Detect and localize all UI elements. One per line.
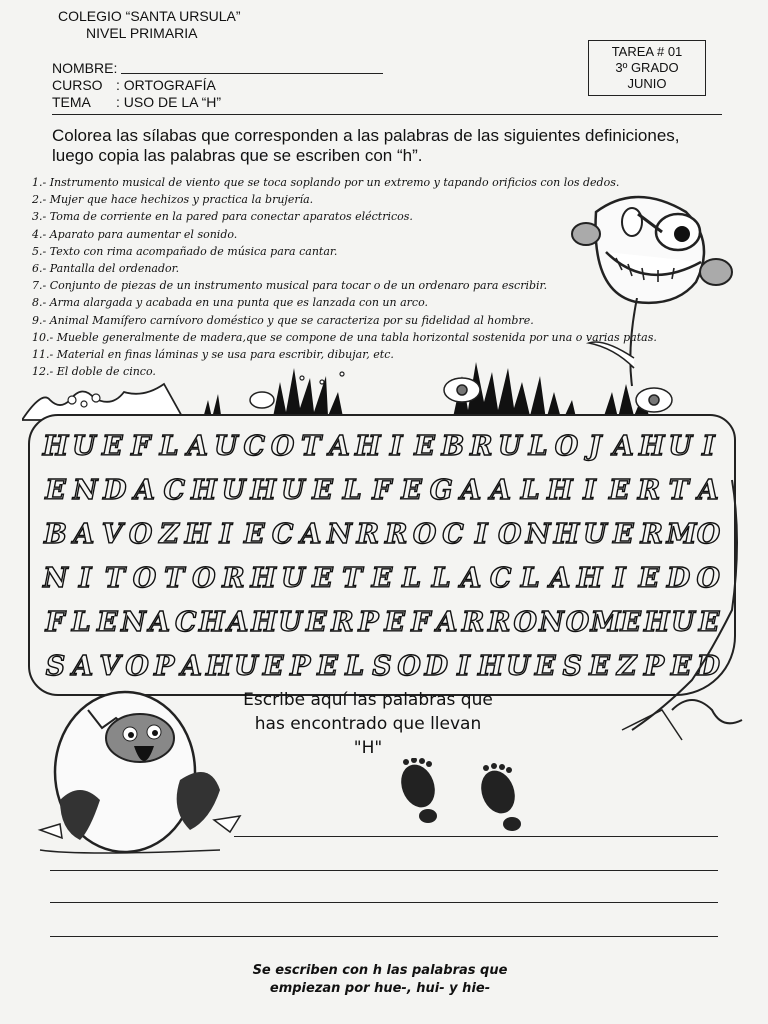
grid-letter[interactable]: E <box>608 474 630 506</box>
grid-letter[interactable]: L <box>345 650 365 682</box>
grid-letter[interactable]: D <box>696 650 721 682</box>
grid-letter[interactable]: R <box>470 430 493 462</box>
grid-letter[interactable]: O <box>128 518 153 550</box>
grid-letter[interactable]: S <box>372 650 392 682</box>
name-blank-line[interactable] <box>121 60 383 74</box>
grid-letter[interactable]: B <box>441 430 465 462</box>
grid-letter[interactable]: H <box>250 474 276 506</box>
grid-letter[interactable]: F <box>411 606 431 638</box>
grid-letter[interactable]: O <box>397 650 421 682</box>
grid-letter[interactable]: A <box>227 606 249 638</box>
grid-letter[interactable]: H <box>199 606 225 638</box>
definition-item: 1.- Instrumento musical de viento que se toca soplando por un extremo y tapando orificios con los dedos. <box>32 176 620 189</box>
grid-letter[interactable]: D <box>424 650 449 682</box>
grid-letter[interactable]: U <box>278 606 302 638</box>
grid-row <box>42 424 722 468</box>
grid-letter[interactable]: L <box>159 430 179 462</box>
grid-letter[interactable]: Z <box>616 650 637 682</box>
topic-value: : USO DE LA “H” <box>116 94 222 110</box>
grid-letter[interactable]: H <box>355 430 381 462</box>
definition-item: 6.- Pantalla del ordenador. <box>32 262 180 276</box>
grid-letter[interactable]: A <box>72 650 94 682</box>
grid-letter[interactable]: E <box>371 562 393 594</box>
definition-item: 11.- Material en finas láminas y se usa para escribir, dibujar, etc. <box>32 348 394 362</box>
grid-letter[interactable]: P <box>290 650 311 682</box>
grid-letter[interactable]: P <box>643 650 665 682</box>
student-fields <box>52 60 383 111</box>
grid-letter[interactable]: T <box>668 474 689 506</box>
grid-letter[interactable]: N <box>121 606 146 638</box>
footprints-icon <box>388 758 558 832</box>
grid-letter[interactable]: H <box>477 650 504 682</box>
grid-letter[interactable]: P <box>358 606 379 638</box>
grid-letter[interactable]: H <box>547 474 573 506</box>
grid-letter[interactable]: C <box>271 518 294 550</box>
grid-letter[interactable]: L <box>528 430 548 462</box>
grid-letter[interactable]: D <box>103 474 127 506</box>
grid-letter[interactable]: O <box>554 430 579 462</box>
grid-letter[interactable]: R <box>461 606 485 638</box>
grid-letter[interactable]: F <box>372 474 392 506</box>
write-prompt-line2: has encontrado que llevan <box>254 714 482 734</box>
decorative-scribble-icon <box>612 470 752 770</box>
grid-letter[interactable]: I <box>702 430 715 462</box>
grid-letter[interactable]: U <box>281 562 305 594</box>
definition-item: 9.- Animal Mamífero carnívoro doméstico y que se caracteriza por su fidelidad al hombre. <box>32 313 534 327</box>
grid-letter[interactable]: A <box>328 430 350 462</box>
grid-letter[interactable]: L <box>520 474 540 506</box>
grid-letter[interactable]: E <box>534 650 556 682</box>
grid-letter[interactable]: D <box>666 562 691 594</box>
grid-letter[interactable]: I <box>78 562 92 594</box>
grid-letter[interactable]: F <box>45 606 65 638</box>
grid-letter[interactable]: M <box>590 606 621 638</box>
grid-letter[interactable]: E <box>589 650 610 682</box>
grid-letter[interactable]: I <box>457 650 470 682</box>
grid-letter[interactable]: H <box>638 430 665 462</box>
grid-letter[interactable]: T <box>342 562 363 594</box>
grid-letter[interactable]: U <box>506 650 530 682</box>
grid-letter[interactable]: H <box>251 606 277 638</box>
spelling-rule-line2: empiezan por hue-, hui- y hie- <box>269 981 491 996</box>
definition-item: 10.- Mueble generalmente de madera,que se compone de una tabla horizontal sostenida por una o varias patas. <box>32 330 657 344</box>
grid-letter[interactable]: E <box>401 474 422 506</box>
grid-letter[interactable]: H <box>205 650 232 682</box>
grid-letter[interactable]: A <box>549 562 571 594</box>
grid-letter[interactable]: R <box>487 606 511 638</box>
grid-letter[interactable]: Z <box>159 518 179 550</box>
grid-letter[interactable]: N <box>43 562 68 594</box>
grid-letter[interactable]: H <box>553 518 580 550</box>
grid-letter[interactable]: H <box>184 518 211 550</box>
grid-letter[interactable]: L <box>342 474 362 506</box>
grid-letter[interactable]: U <box>72 430 96 462</box>
task-box <box>588 40 706 96</box>
grid-letter[interactable]: I <box>475 518 488 550</box>
grid-letter[interactable]: U <box>583 518 607 550</box>
grid-letter[interactable]: A <box>186 430 208 462</box>
grid-letter[interactable]: H <box>644 606 670 638</box>
grid-letter[interactable]: R <box>222 562 245 594</box>
grid-letter[interactable]: A <box>460 562 482 594</box>
grid-letter[interactable]: A <box>134 474 155 506</box>
grid-letter[interactable]: V <box>99 650 121 682</box>
grid-letter[interactable]: A <box>460 474 482 506</box>
grid-letter[interactable]: F <box>131 430 151 462</box>
grid-letter[interactable]: E <box>620 606 641 638</box>
write-prompt-bubble <box>188 688 548 760</box>
grid-letter[interactable]: T <box>300 430 322 462</box>
grid-letter[interactable]: E <box>638 562 660 594</box>
grid-letter[interactable]: R <box>640 518 663 550</box>
grid-letter[interactable]: O <box>192 562 216 594</box>
grid-letter[interactable]: E <box>97 606 118 638</box>
school-level: NIVEL PRIMARIA <box>86 25 198 41</box>
answer-line-1[interactable] <box>234 836 718 837</box>
grid-letter[interactable]: O <box>270 430 295 462</box>
grid-letter[interactable]: E <box>101 430 123 462</box>
grid-letter[interactable]: I <box>219 518 233 550</box>
grid-letter[interactable]: E <box>45 474 66 506</box>
school-header <box>58 8 241 42</box>
grid-letter[interactable]: I <box>583 474 596 506</box>
school-name: COLEGIO “SANTA URSULA” <box>58 8 241 24</box>
grid-letter[interactable]: A <box>612 430 634 462</box>
grid-letter[interactable]: E <box>698 606 720 638</box>
grid-letter[interactable]: T <box>164 562 185 594</box>
course-value: : ORTOGRAFÍA <box>116 77 216 93</box>
course-label: CURSO <box>52 77 103 93</box>
grid-letter[interactable]: O <box>497 518 522 550</box>
grid-letter[interactable]: N <box>327 518 352 550</box>
grid-letter[interactable]: U <box>668 430 692 462</box>
grid-letter[interactable]: I <box>612 562 626 594</box>
grid-letter[interactable]: V <box>101 518 123 550</box>
grid-letter[interactable]: E <box>262 650 284 682</box>
cartoon-face-icon <box>566 192 742 312</box>
grid-letter[interactable]: U <box>497 430 522 462</box>
grid-letter[interactable]: E <box>312 562 333 594</box>
definition-item: 4.- Aparato para aumentar el sonido. <box>32 227 238 241</box>
definition-item: 8.- Arma alargada y acabada en una punta que es lanzada con un arco. <box>32 296 428 310</box>
grid-letter[interactable]: L <box>520 562 540 594</box>
grid-letter[interactable]: M <box>666 518 697 550</box>
grid-letter[interactable]: C <box>442 518 464 550</box>
grid-letter[interactable]: A <box>73 518 95 550</box>
grid-letter[interactable]: R <box>384 518 408 550</box>
grid-letter[interactable]: N <box>525 518 551 550</box>
definition-item: 7.- Conjunto de piezas de un instrumento musical para tocar o de un ordenaro para escribir. <box>32 279 548 293</box>
spelling-rule-line1: Se escriben con h las palabras que <box>252 963 508 978</box>
grid-letter[interactable]: E <box>317 650 338 682</box>
grid-letter[interactable]: A <box>490 474 512 506</box>
grid-letter[interactable]: S <box>45 650 66 682</box>
grid-letter[interactable]: T <box>104 562 125 594</box>
grid-letter[interactable]: E <box>312 474 333 506</box>
task-month: JUNIO <box>627 76 667 91</box>
grid-letter[interactable]: U <box>671 606 695 638</box>
grid-letter[interactable]: A <box>300 518 322 550</box>
grid-letter[interactable]: I <box>389 430 403 462</box>
grid-letter[interactable]: P <box>154 650 175 682</box>
task-number: TAREA # 01 <box>611 44 683 59</box>
header-divider <box>52 114 722 115</box>
grid-letter[interactable]: A <box>697 474 719 506</box>
write-prompt-line3: "H" <box>353 738 383 758</box>
grid-letter[interactable]: O <box>696 518 721 550</box>
grid-letter[interactable]: E <box>384 606 405 638</box>
grid-letter[interactable]: C <box>163 474 185 506</box>
grid-letter[interactable]: N <box>72 474 98 506</box>
grid-letter[interactable]: O <box>565 606 590 638</box>
grid-letter[interactable]: H <box>191 474 217 506</box>
answer-line-2[interactable] <box>50 870 718 871</box>
grid-letter[interactable]: S <box>562 650 583 682</box>
grid-letter[interactable]: A <box>181 650 202 682</box>
grid-letter[interactable]: B <box>44 518 67 550</box>
grid-letter[interactable]: U <box>281 474 305 506</box>
grid-letter[interactable]: R <box>637 474 661 506</box>
grid-letter[interactable]: A <box>436 606 458 638</box>
grid-letter[interactable]: U <box>221 474 246 506</box>
definition-item: 3.- Toma de corriente en la pared para conectar aparatos eléctricos. <box>32 210 413 224</box>
grid-letter[interactable]: O <box>412 518 437 550</box>
name-label: NOMBRE: <box>52 60 118 76</box>
grid-letter[interactable]: H <box>250 562 276 594</box>
grid-letter[interactable]: O <box>132 562 157 594</box>
grid-letter[interactable]: C <box>174 606 197 638</box>
task-grade: 3º GRADO <box>615 60 679 75</box>
answer-line-3[interactable] <box>50 902 718 903</box>
grid-letter[interactable]: H <box>42 430 69 462</box>
grid-letter[interactable]: C <box>489 562 512 594</box>
grid-letter[interactable]: J <box>588 430 602 462</box>
answer-line-4[interactable] <box>50 936 718 937</box>
definition-item: 2.- Mujer que hace hechizos y practica la brujería. <box>32 193 314 207</box>
spelling-rule <box>200 962 560 998</box>
grid-letter[interactable]: O <box>125 650 149 682</box>
grid-letter[interactable]: L <box>71 606 91 638</box>
grid-letter[interactable]: O <box>513 606 538 638</box>
grid-letter[interactable]: N <box>539 606 564 638</box>
grid-letter[interactable]: E <box>670 650 692 682</box>
grid-letter[interactable]: E <box>306 606 327 638</box>
grid-letter[interactable]: E <box>414 430 435 462</box>
grid-letter[interactable]: R <box>356 518 380 550</box>
grid-letter[interactable]: L <box>431 562 451 594</box>
grid-letter[interactable]: E <box>243 518 265 550</box>
grid-letter[interactable]: C <box>243 430 265 462</box>
instructions: Colorea las sílabas que corresponden a las palabras de las siguientes definiciones, luego copia las palabras que se escriben con “h”. <box>52 126 680 165</box>
write-prompt-line1: Escribe aquí las palabras que <box>243 690 493 710</box>
grid-letter[interactable]: G <box>429 474 453 506</box>
grid-letter[interactable]: R <box>331 606 354 638</box>
grid-letter[interactable]: H <box>576 562 603 594</box>
grid-letter[interactable]: A <box>149 606 171 638</box>
definition-item: 12.- El doble de cinco. <box>32 365 156 379</box>
grid-letter[interactable]: L <box>402 562 422 594</box>
topic-label: TEMA <box>52 94 91 110</box>
grid-letter[interactable]: O <box>696 562 721 594</box>
grid-letter[interactable]: U <box>234 650 258 682</box>
definition-item: 5.- Texto con rima acompañado de música para cantar. <box>32 244 338 258</box>
grid-letter[interactable]: U <box>214 430 238 462</box>
grid-letter[interactable]: E <box>613 518 634 550</box>
